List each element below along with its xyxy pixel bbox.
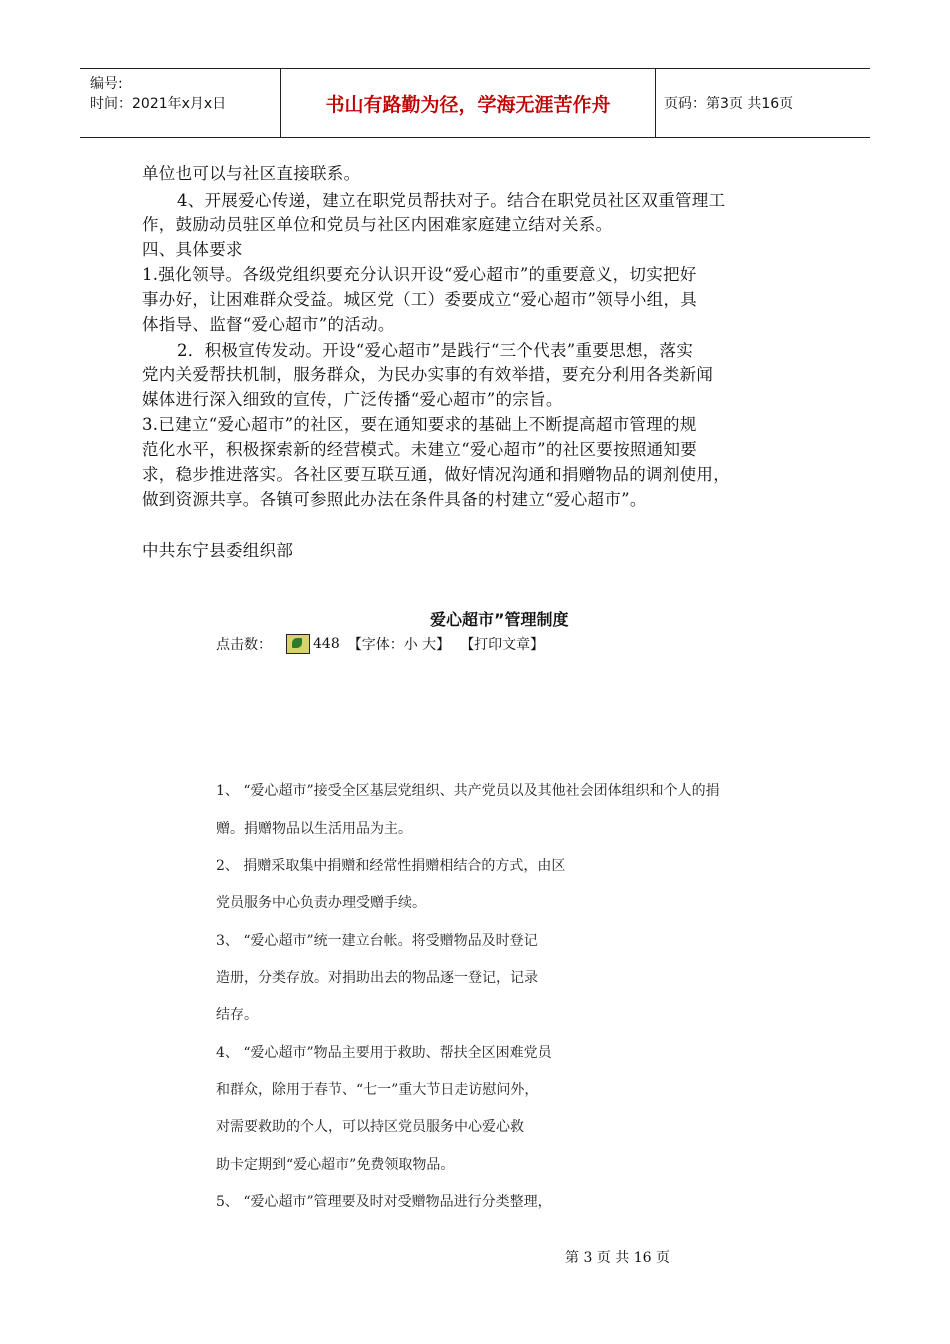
rule-line: 赠。捐赠物品以生活用品为主。 — [216, 821, 412, 837]
body-line: 做到资源共享。各镇可参照此办法在条件具备的村建立“爱心超市”。 — [142, 490, 647, 509]
rule-line: 5、 “爱心超市”管理要及时对受赠物品进行分类整理， — [216, 1194, 552, 1210]
page-footer: 第 3 页 共 16 页 — [565, 1250, 670, 1266]
font-size-toggle[interactable]: 【字体：小 大】 — [347, 637, 451, 653]
rule-line: 结存。 — [216, 1007, 258, 1023]
header-page-info: 页码：第3页 共16页 — [664, 96, 794, 112]
body-line: 单位也可以与社区直接联系。 — [142, 164, 361, 183]
header-motto: 书山有路勤为径，学海无涯苦作舟 — [280, 69, 656, 137]
body-line: 作，鼓励动员驻区单位和党员与社区内困难家庭建立结对关系。 — [142, 215, 613, 234]
date-line: 时间：2021年x月x日 — [90, 96, 227, 112]
signature: 中共东宁县委组织部 — [142, 541, 294, 560]
leaf-icon — [286, 634, 310, 654]
rule-line: 党员服务中心负责办理受赠手续。 — [216, 895, 426, 911]
clicks-label: 点击数： — [216, 637, 272, 653]
body-line: 2．积极宣传发动。开设“爱心超市”是践行“三个代表”重要思想，落实 — [177, 341, 694, 360]
rule-line: 2、 捐赠采取集中捐赠和经常性捐赠相结合的方式，由区 — [216, 858, 566, 874]
body-line: 4、开展爱心传递，建立在职党员帮扶对子。结合在职党员社区双重管理工 — [177, 191, 726, 210]
article-title: 爱心超市”管理制度 — [430, 610, 569, 629]
page-header — [80, 68, 870, 138]
print-article-link[interactable]: 【打印文章】 — [460, 637, 545, 653]
body-line: 党内关爱帮扶机制，服务群众，为民办实事的有效举措，要充分利用各类新闻 — [142, 365, 714, 384]
rule-line: 3、 “爱心超市”统一建立台帐。将受赠物品及时登记 — [216, 933, 538, 949]
rule-line: 和群众，除用于春节、“七一”重大节日走访慰问外， — [216, 1082, 539, 1098]
article-meta — [216, 634, 544, 654]
body-line: 四、具体要求 — [142, 240, 243, 259]
rule-line: 助卡定期到“爱心超市”免费领取物品。 — [216, 1157, 455, 1173]
body-line: 3.已建立“爱心超市”的社区，要在通知要求的基础上不断提高超市管理的规 — [142, 415, 697, 434]
rule-line: 造册，分类存放。对捐助出去的物品逐一登记，记录 — [216, 970, 538, 986]
clicks-value: 448 — [313, 636, 340, 652]
body-line: 范化水平，积极探索新的经营模式。未建立“爱心超市”的社区要按照通知要 — [142, 440, 698, 459]
header-meta — [80, 69, 280, 137]
body-line: 1.强化领导。各级党组织要充分认识开设“爱心超市”的重要意义，切实把好 — [142, 265, 697, 284]
rule-line: 1、 “爱心超市”接受全区基层党组织、共产党员以及其他社会团体组织和个人的捐 — [216, 783, 720, 799]
body-line: 事办好，让困难群众受益。城区党（工）委要成立“爱心超市”领导小组，具 — [142, 290, 698, 309]
code-label: 编号: — [90, 76, 123, 92]
rule-line: 对需要救助的个人，可以持区党员服务中心爱心救 — [216, 1119, 524, 1135]
body-line: 媒体进行深入细致的宣传，广泛传播“爱心超市”的宗旨。 — [142, 390, 563, 409]
body-line: 求，稳步推进落实。各社区要互联互通，做好情况沟通和捐赠物品的调剂使用， — [142, 465, 730, 484]
body-line: 体指导、监督“爱心超市”的活动。 — [142, 315, 395, 334]
rule-line: 4、 “爱心超市”物品主要用于救助、帮扶全区困难党员 — [216, 1045, 552, 1061]
